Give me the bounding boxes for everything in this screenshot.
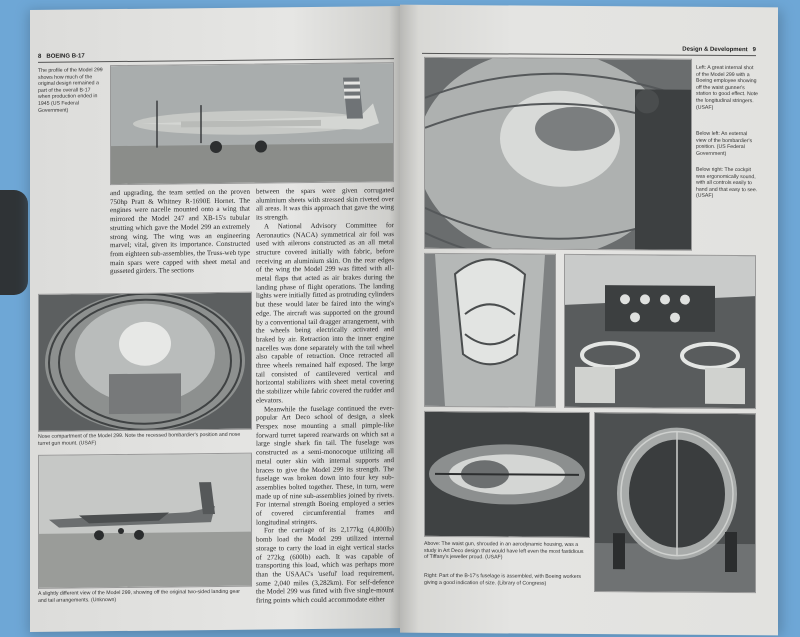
cockpit-image	[565, 255, 755, 408]
paragraph-col2-3: Meanwhile the fuselage continued the ever-popular Art Deco school of design, a sleek Perspex nose mounting a small pimple-like forward turret tapered rearwards on which sat a large single shark fin tail. The fuselage was constructed as a semi-monocoque utilizing all metal outer skin with internal supports and braces to give the Model 299 its strength. The fuselage was broken down into four key sub-assemblies bolted together. These, in turn, were made up of nine sub-assemblies joined by rivets. For internal strength Boeing employed a series of covered circumferential frames and longitudinal stringers.	[256, 403, 394, 527]
caption-below-right: Below right: The cockpit was ergonomically sound, with all controls easily to hand and that easy to see. (USAF)	[696, 166, 758, 200]
left-page-number: 8	[38, 53, 42, 60]
photo-model-299-ground	[38, 453, 252, 589]
photo-nose-compartment	[38, 292, 252, 432]
left-running-head: BOEING B-17	[46, 53, 85, 60]
photo-bombardier-position	[424, 253, 556, 408]
right-page	[400, 5, 778, 636]
right-header-rule	[422, 53, 756, 56]
caption-nose: Nose compartment of the Model 299. Note the recessed bombardier's position and nose turret gun mount. (USAF)	[38, 431, 241, 447]
aircraft-ground-image	[39, 454, 251, 588]
left-page-header	[38, 53, 85, 59]
caption-top: The profile of the Model 299 shows how much of the original design remained a part of the overall B-17 when production ended in 1945 (US Federal Government)	[38, 67, 103, 114]
photo-waist-gun-housing	[424, 411, 590, 538]
right-running-head: Design & Development	[682, 46, 748, 54]
paragraph-col2-4: For the carriage of its 2,177kg (4,800lb) bomb load the Model 299 utilized internal storage to carry the load in eight vertical stacks of 272kg (600lb) each. It was capable of transporting this load, which was perhaps more than the USAAC's 'useful' load requirement, some 2,040 miles (3,282km). For self-defence the Model 299 was fitted with five single-mount firing points which could accommodate either	[256, 525, 394, 605]
paragraph-col2-1: between the spars were given corrugated aluminium sheets with stressed skin riveted over all areas. It was this approach that gave the wing its strength.	[256, 186, 394, 222]
left-page	[30, 6, 404, 632]
photo-model-299-profile	[110, 62, 394, 185]
waist-gunner-image	[425, 58, 691, 250]
paragraph-col1: and upgrading, the team settled on the proven 750hp Pratt & Whitney R-1690E Hornet. The engines were nacelle mounted onto a wing that mirrored the Model 247 and XB-15's tubular strutting which gave the Model 299 an extremely strong wing. The wing was an engineering marvel; vital, given its importance. Constructed from eighteen sub-assemblies, the Truss-web type main spars were capped with sheet metal and gusseted girders. The sections	[110, 187, 250, 276]
aircraft-profile-image	[111, 63, 393, 184]
left-column-2	[256, 186, 394, 605]
right-page-header	[682, 47, 756, 54]
photo-waist-gunner-station	[424, 57, 692, 251]
left-column-1	[110, 188, 250, 276]
background-object	[0, 190, 28, 295]
fuselage-assembly-image	[595, 413, 755, 592]
caption-below-left: Below left: An external view of the bombardier's position. (US Federal Government)	[696, 130, 753, 157]
right-page-number: 9	[752, 47, 756, 54]
bombardier-image	[425, 254, 555, 407]
caption-right: Right: Part of the B-17's fuselage is assembled, with Boeing workers giving a good indication of size. (Library of Congress)	[424, 572, 581, 587]
paragraph-col2-2: A National Advisory Committee for Aeronautics (NACA) symmetrical air foil was used with ailerons constructed as an all metal structure covered initially with fabric, before receiving an aluminium skin. On the rear edges of the wing the Model 299 was fitted with all-metal flaps that acted as air brakes during the landing phase of flight operations. The landing lights were initially fitted as protruding cylinders but these would later be faired into the wing's edge. The aircraft was supported on the ground by a conventional tail dragger arrangement, with the wheels being electrically activated and braked by air. Retraction into the inner engine nacelles was done separately with the tail wheel also capable of retraction. Once retracted all three wheels remained half exposed. The large tail consisted of cantilevered vertical and horizontal stabilizers with sheet metal covering the stabilizer while fabric covered the rudder and elevators.	[256, 220, 394, 405]
caption-left-top: Left: A great internal shot of the Model 299 with a Boeing employee showing off the waist gunner's station to good effect. Note the longitudinal stringers. (USAF)	[696, 64, 758, 111]
photo-fuselage-assembly	[594, 412, 756, 593]
waist-gun-image	[425, 412, 589, 537]
photo-cockpit	[564, 254, 756, 409]
nose-compartment-image	[39, 293, 251, 431]
caption-bottom: A slightly different view of the Model 299, showing off the original two-sided landing gear and tail arrangements. (Unknown)	[38, 588, 240, 604]
caption-above: Above: The waist gun, shrouded in an aerodynamic housing, was a study in Art Deco design that would have left even the most fastidious of Tiffany's jeweller proud. (USAF)	[424, 540, 584, 561]
